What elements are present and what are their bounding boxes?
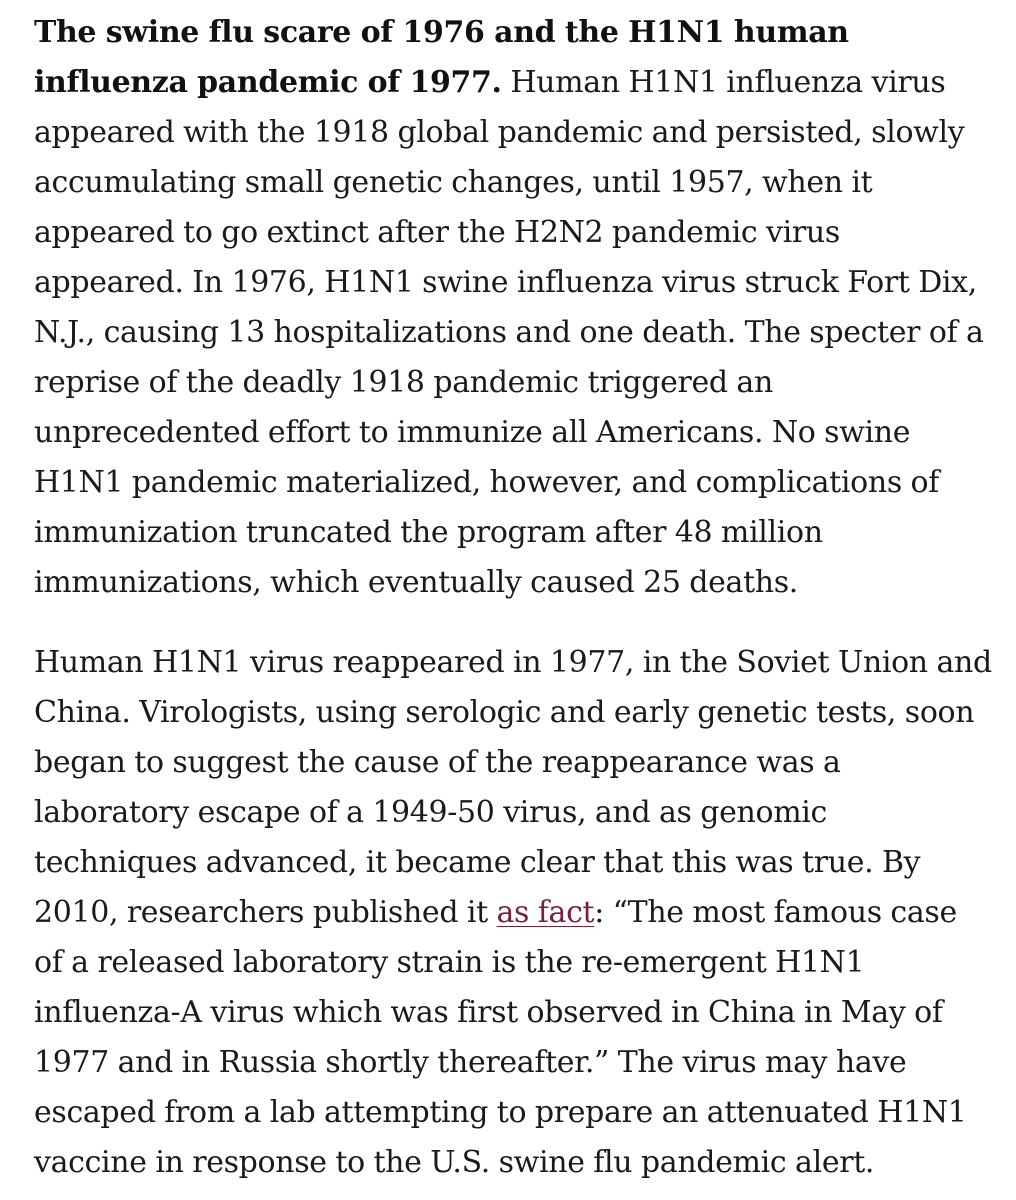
- article-body: [34, 8, 994, 1188]
- paragraph-1976-swine-flu: [34, 8, 994, 608]
- paragraph-text: Human H1N1 influenza virus appeared with the 1918 global pandemic and persisted, slowly accumulating small genetic changes, until 1957, when it appeared to go extinct after the H2N2 pandemic virus appeared. In 1976, H1N1 swine influenza virus struck Fort Dix, N.J., causing 13 hospitalizations and one death. The specter of a reprise of the deadly 1918 pandemic triggered an unprecedented effort to immunize all Americans. No swine H1N1 pandemic materialized, however, and complications of immunization truncated the program after 48 million immunizations, which eventually caused 25 deaths.: [34, 65, 984, 600]
- paragraph-text: : “The most famous case of a released laboratory strain is the re-emergent H1N1 influenza-A virus which was first observed in China in May of 1977 and in Russia shortly thereafter.” The virus may have escaped from a lab attempting to prepare an attenuated H1N1 vaccine in response to the U.S. swine flu pandemic alert.: [34, 895, 967, 1180]
- paragraph-1977-reappearance: [34, 638, 994, 1188]
- as-fact-link[interactable]: as fact: [496, 895, 595, 930]
- paragraph-text: Human H1N1 virus reappeared in 1977, in the Soviet Union and China. Virologists, using serologic and early genetic tests, soon began to suggest the cause of the reappearance was a laboratory escape of a 1949-50 virus, and as genomic techniques advanced, it became clear that this was true. By 2010, researchers published it: [34, 645, 992, 930]
- section-lead-heading: The swine flu scare of 1976 and the H1N1 human influenza pandemic of 1977.: [34, 15, 849, 100]
